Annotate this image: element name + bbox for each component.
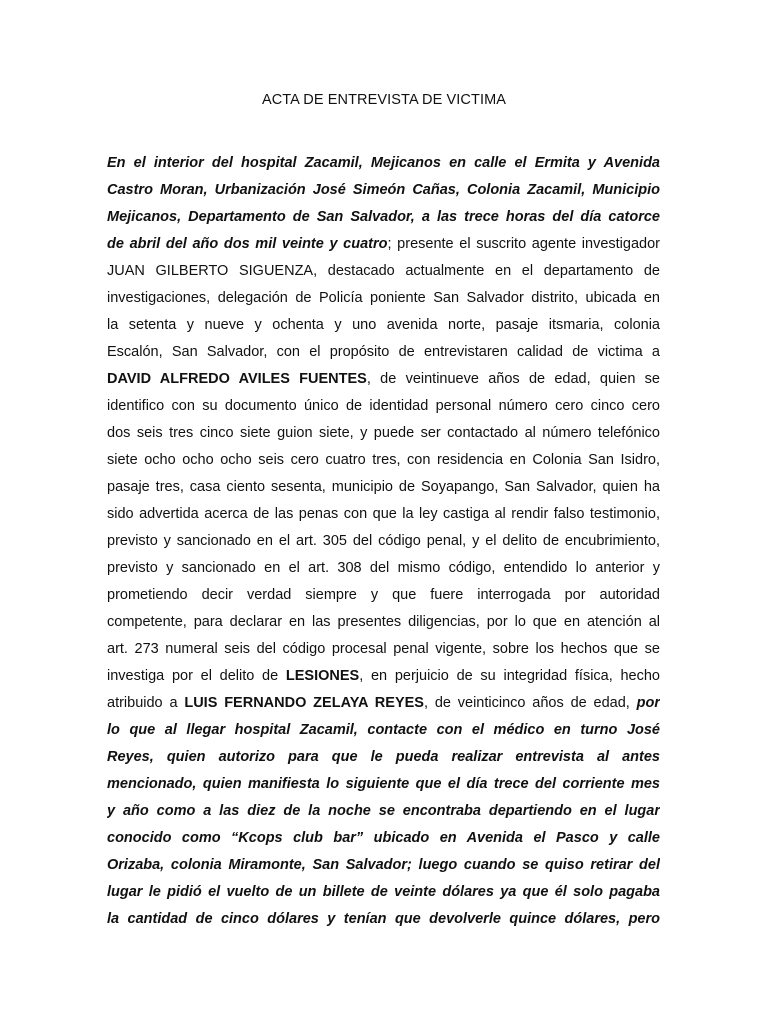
emphasized-text-segment: Orizaba, colonia Miramonte, San Salvador; luego cuando se quiso retirar del: [107, 857, 660, 873]
body-line: [107, 690, 660, 717]
document-body: [107, 150, 660, 933]
emphasized-text-segment: Reyes, quien autorizo para que le pueda realizar entrevista al antes: [107, 749, 660, 765]
body-text-segment: previsto y sancionado en el art. 305 del código penal, y el delito de encubrimiento,: [107, 533, 660, 549]
body-text-segment: atribuido a: [107, 695, 185, 711]
body-text-segment: pasaje tres, casa ciento sesenta, municipio de Soyapango, San Salvador, quien ha: [107, 479, 660, 495]
body-text-segment: art. 273 numeral seis del código procesal penal vigente, sobre los hechos que se: [107, 641, 660, 657]
body-line: [107, 339, 660, 366]
body-line: [107, 177, 660, 204]
emphasized-text-segment: conocido como “Kcops club bar” ubicado en Avenida el Pasco y calle: [107, 830, 660, 846]
body-line: [107, 231, 660, 258]
emphasized-text-segment: Mejicanos, Departamento de San Salvador, a las trece horas del día catorce: [107, 209, 660, 225]
body-line: [107, 285, 660, 312]
body-line: [107, 555, 660, 582]
body-text-segment: ; presente el suscrito agente investigador: [387, 236, 660, 252]
body-line: [107, 528, 660, 555]
body-text-segment: prometiendo decir verdad siempre y que fuere interrogada por autoridad: [107, 587, 660, 603]
body-line: [107, 204, 660, 231]
emphasized-text-segment: la cantidad de cinco dólares y tenían que devolverle quince dólares, pero: [107, 911, 660, 927]
body-line: [107, 447, 660, 474]
document-title: ACTA DE ENTREVISTA DE VICTIMA: [261, 92, 507, 108]
emphasized-text-segment: lo que al llegar hospital Zacamil, contacte con el médico en turno José: [107, 722, 660, 738]
body-line: [107, 825, 660, 852]
body-line: [107, 879, 660, 906]
body-line: [107, 744, 660, 771]
body-line: [107, 906, 660, 933]
body-line: [107, 150, 660, 177]
emphasized-text-segment: Castro Moran, Urbanización José Simeón Cañas, Colonia Zacamil, Municipio: [107, 182, 660, 198]
body-line: [107, 501, 660, 528]
body-line: [107, 852, 660, 879]
body-text-segment: identifico con su documento único de identidad personal número cero cinco cero: [107, 398, 660, 414]
body-text-segment: investigaciones, delegación de Policía poniente San Salvador distrito, ubicada en: [107, 290, 660, 306]
emphasized-text-segment: En el interior del hospital Zacamil, Mejicanos en calle el Ermita y Avenida: [107, 155, 660, 171]
body-line: [107, 798, 660, 825]
body-line: [107, 582, 660, 609]
body-text-segment: sido advertida acerca de las penas con que la ley castiga al rendir falso testimonio,: [107, 506, 660, 522]
emphasized-text-segment: y año como a las diez de la noche se encontraba departiendo en el lugar: [107, 803, 660, 819]
body-text-segment: investiga por el delito de: [107, 668, 286, 684]
body-line: [107, 717, 660, 744]
body-line: [107, 420, 660, 447]
emphasized-text-segment: LUIS FERNANDO ZELAYA REYES: [184, 695, 424, 711]
body-text-segment: , de veintinueve años de edad, quien se: [366, 371, 660, 387]
body-line: [107, 366, 660, 393]
body-text-segment: , en perjuicio de su integridad física, hecho: [359, 668, 660, 684]
body-text-segment: previsto y sancionado en el art. 308 del mismo código, entendido lo anterior y: [107, 560, 660, 576]
body-line: [107, 609, 660, 636]
emphasized-text-segment: LESIONES: [285, 668, 360, 684]
body-line: [107, 393, 660, 420]
body-text-segment: siete ocho ocho ocho seis cero cuatro tres, con residencia en Colonia San Isidro,: [107, 452, 660, 468]
emphasized-text-segment: DAVID ALFREDO AVILES FUENTES: [107, 371, 367, 387]
emphasized-text-segment: lugar le pidió el vuelto de un billete de veinte dólares ya que él solo pagaba: [107, 884, 660, 900]
emphasized-text-segment: mencionado, quien manifiesta lo siguiente que el día trece del corriente mes: [107, 776, 660, 792]
body-text-segment: la setenta y nueve y ochenta y uno avenida norte, pasaje itsmaria, colonia: [107, 317, 660, 333]
body-line: [107, 636, 660, 663]
body-line: [107, 258, 660, 285]
body-text-segment: , de veinticinco años de edad,: [423, 695, 637, 711]
body-line: [107, 474, 660, 501]
body-text-segment: competente, para declarar en las presentes diligencias, por lo que en atención al: [107, 614, 660, 630]
body-text-segment: dos seis tres cinco siete guion siete, y puede ser contactado al número telefónico: [107, 425, 660, 441]
body-line: [107, 663, 660, 690]
emphasized-text-segment: por: [636, 695, 660, 711]
body-line: [107, 771, 660, 798]
emphasized-text-segment: de abril del año dos mil veinte y cuatro: [107, 236, 388, 252]
body-text-segment: Escalón, San Salvador, con el propósito de entrevistaren calidad de victima a: [107, 344, 660, 360]
body-text-segment: JUAN GILBERTO SIGUENZA, destacado actualmente en el departamento de: [107, 263, 660, 279]
body-line: [107, 312, 660, 339]
